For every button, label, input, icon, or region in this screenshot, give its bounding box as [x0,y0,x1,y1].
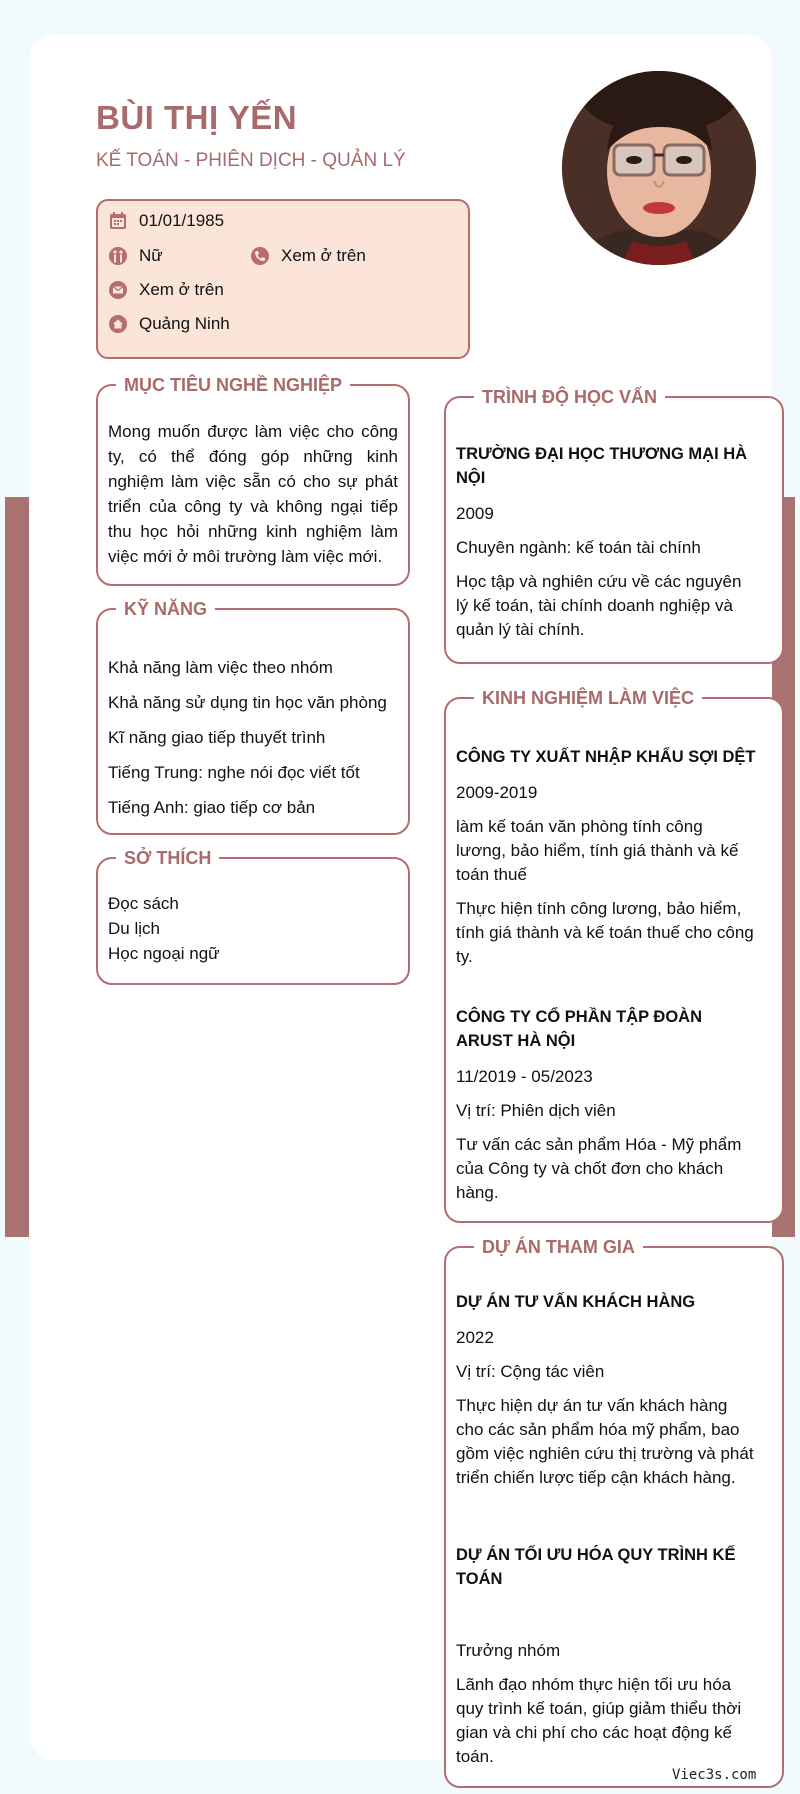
education-major: Chuyên ngành: kế toán tài chính [456,538,701,557]
candidate-role: KẾ TOÁN - PHIÊN DỊCH - QUẢN LÝ [96,150,406,171]
project-2 [456,1543,756,1769]
experience-job-1 [456,745,756,969]
skill-item: Khả năng làm việc theo nhóm [108,658,333,677]
company-name: CÔNG TY CỔ PHẦN TẬP ĐOÀN ARUST HÀ NỘI [456,1008,702,1050]
job-desc: Tư vấn các sản phẩm Hóa - Mỹ phẩm của Công ty và chốt đơn cho khách hàng. [456,1135,742,1202]
project-name: DỰ ÁN TƯ VẤN KHÁCH HÀNG [456,1293,696,1311]
project-role: Vị trí: Cộng tác viên [456,1362,605,1381]
project-year: 2022 [456,1328,494,1347]
education-entry [456,442,756,642]
contact-box [96,199,470,359]
address-row [108,314,230,334]
job-desc: Thực hiện tính công lương, bảo hiểm, tính giá thành và kế toán thuế cho công ty. [456,899,754,966]
hobbies-section [96,848,410,985]
objective-text: Mong muốn được làm việc cho công ty, có thể đóng góp những kinh nghiệm làm việc sẵn có cho sự phát triển của công ty và không ngại tiếp thu học hỏi những kinh nghiệm làm việc mới ở môi trường làm việc mới. [108,422,398,566]
objective-section [96,375,410,586]
skill-item: Kĩ năng giao tiếp thuyết trình [108,728,326,747]
skill-item: Khả năng sử dụng tin học văn phòng [108,693,387,712]
experience-section [444,688,784,1223]
profile-photo-illustration [562,71,756,265]
address-value: Quảng Ninh [139,314,230,333]
gender-value: Nữ [139,246,163,265]
job-period: 2009-2019 [456,783,538,802]
phone-icon [250,246,270,266]
skills-section [96,599,410,835]
hobbies-title: SỞ THÍCH [116,845,219,871]
left-decor-band [5,497,29,1237]
site-watermark: Viec3s.com [672,1767,757,1783]
hobby-item: Học ngoại ngữ [108,944,220,963]
company-name: CÔNG TY XUẤT NHẬP KHẨU SỢI DỆT [456,748,756,766]
school-name: TRƯỜNG ĐẠI HỌC THƯƠNG MẠI HÀ NỘI [456,445,748,487]
phone-row [250,246,366,266]
home-icon [108,314,128,334]
email-row [108,280,224,300]
email-icon [108,280,128,300]
email-value: Xem ở trên [139,280,224,299]
calendar-icon [108,211,128,231]
birthday-value: 01/01/1985 [139,211,225,230]
cv-card [30,35,772,1766]
gender-row [108,246,163,266]
education-section [444,387,784,664]
hobby-item: Đọc sách [108,894,179,913]
project-desc: Lãnh đạo nhóm thực hiện tối ưu hóa quy trình kế toán, giúp giảm thiểu thời gian và chi phí cho các hoạt động kế toán. [456,1675,742,1766]
projects-title: DỰ ÁN THAM GIA [474,1234,643,1260]
skills-title: KỸ NĂNG [116,596,215,622]
education-desc: Học tập và nghiên cứu về các nguyên lý kế toán, tài chính doanh nghiệp và quản lý tài chính. [456,572,742,639]
hobby-item: Du lịch [108,919,160,938]
project-name: DỰ ÁN TỐI ƯU HÓA QUY TRÌNH KẾ TOÁN [456,1546,736,1588]
project-1 [456,1290,756,1490]
job-period: 11/2019 - 05/2023 [456,1067,593,1086]
projects-section [444,1237,784,1788]
experience-title: KINH NGHIỆM LÀM VIỆC [474,685,702,711]
skill-item: Tiếng Anh: giao tiếp cơ bản [108,798,316,817]
job-position: Vị trí: Phiên dịch viên [456,1101,616,1120]
birthday-row [108,211,224,231]
project-role: Trưởng nhóm [456,1641,561,1660]
skill-item: Tiếng Trung: nghe nói đọc viết tốt [108,763,360,782]
profile-photo [562,71,756,265]
objective-title: MỤC TIÊU NGHỀ NGHIỆP [116,372,350,398]
phone-value: Xem ở trên [281,246,366,265]
job-position: làm kế toán văn phòng tính công lương, bảo hiểm, tính giá thành và kế toán thuế [456,817,739,884]
hobbies-list [108,891,220,966]
skills-list [108,655,404,830]
education-title: TRÌNH ĐỘ HỌC VẤN [474,384,665,410]
education-year: 2009 [456,504,494,523]
project-desc: Thực hiện dự án tư vấn khách hàng cho các sản phẩm hóa mỹ phẩm, bao gồm việc nghiên cứu thị trường và phát triển chiến lược tiếp cận khách hàng. [456,1396,754,1487]
experience-job-2 [456,1005,756,1205]
candidate-name: BÙI THỊ YẾN [96,99,298,136]
gender-icon [108,246,128,266]
